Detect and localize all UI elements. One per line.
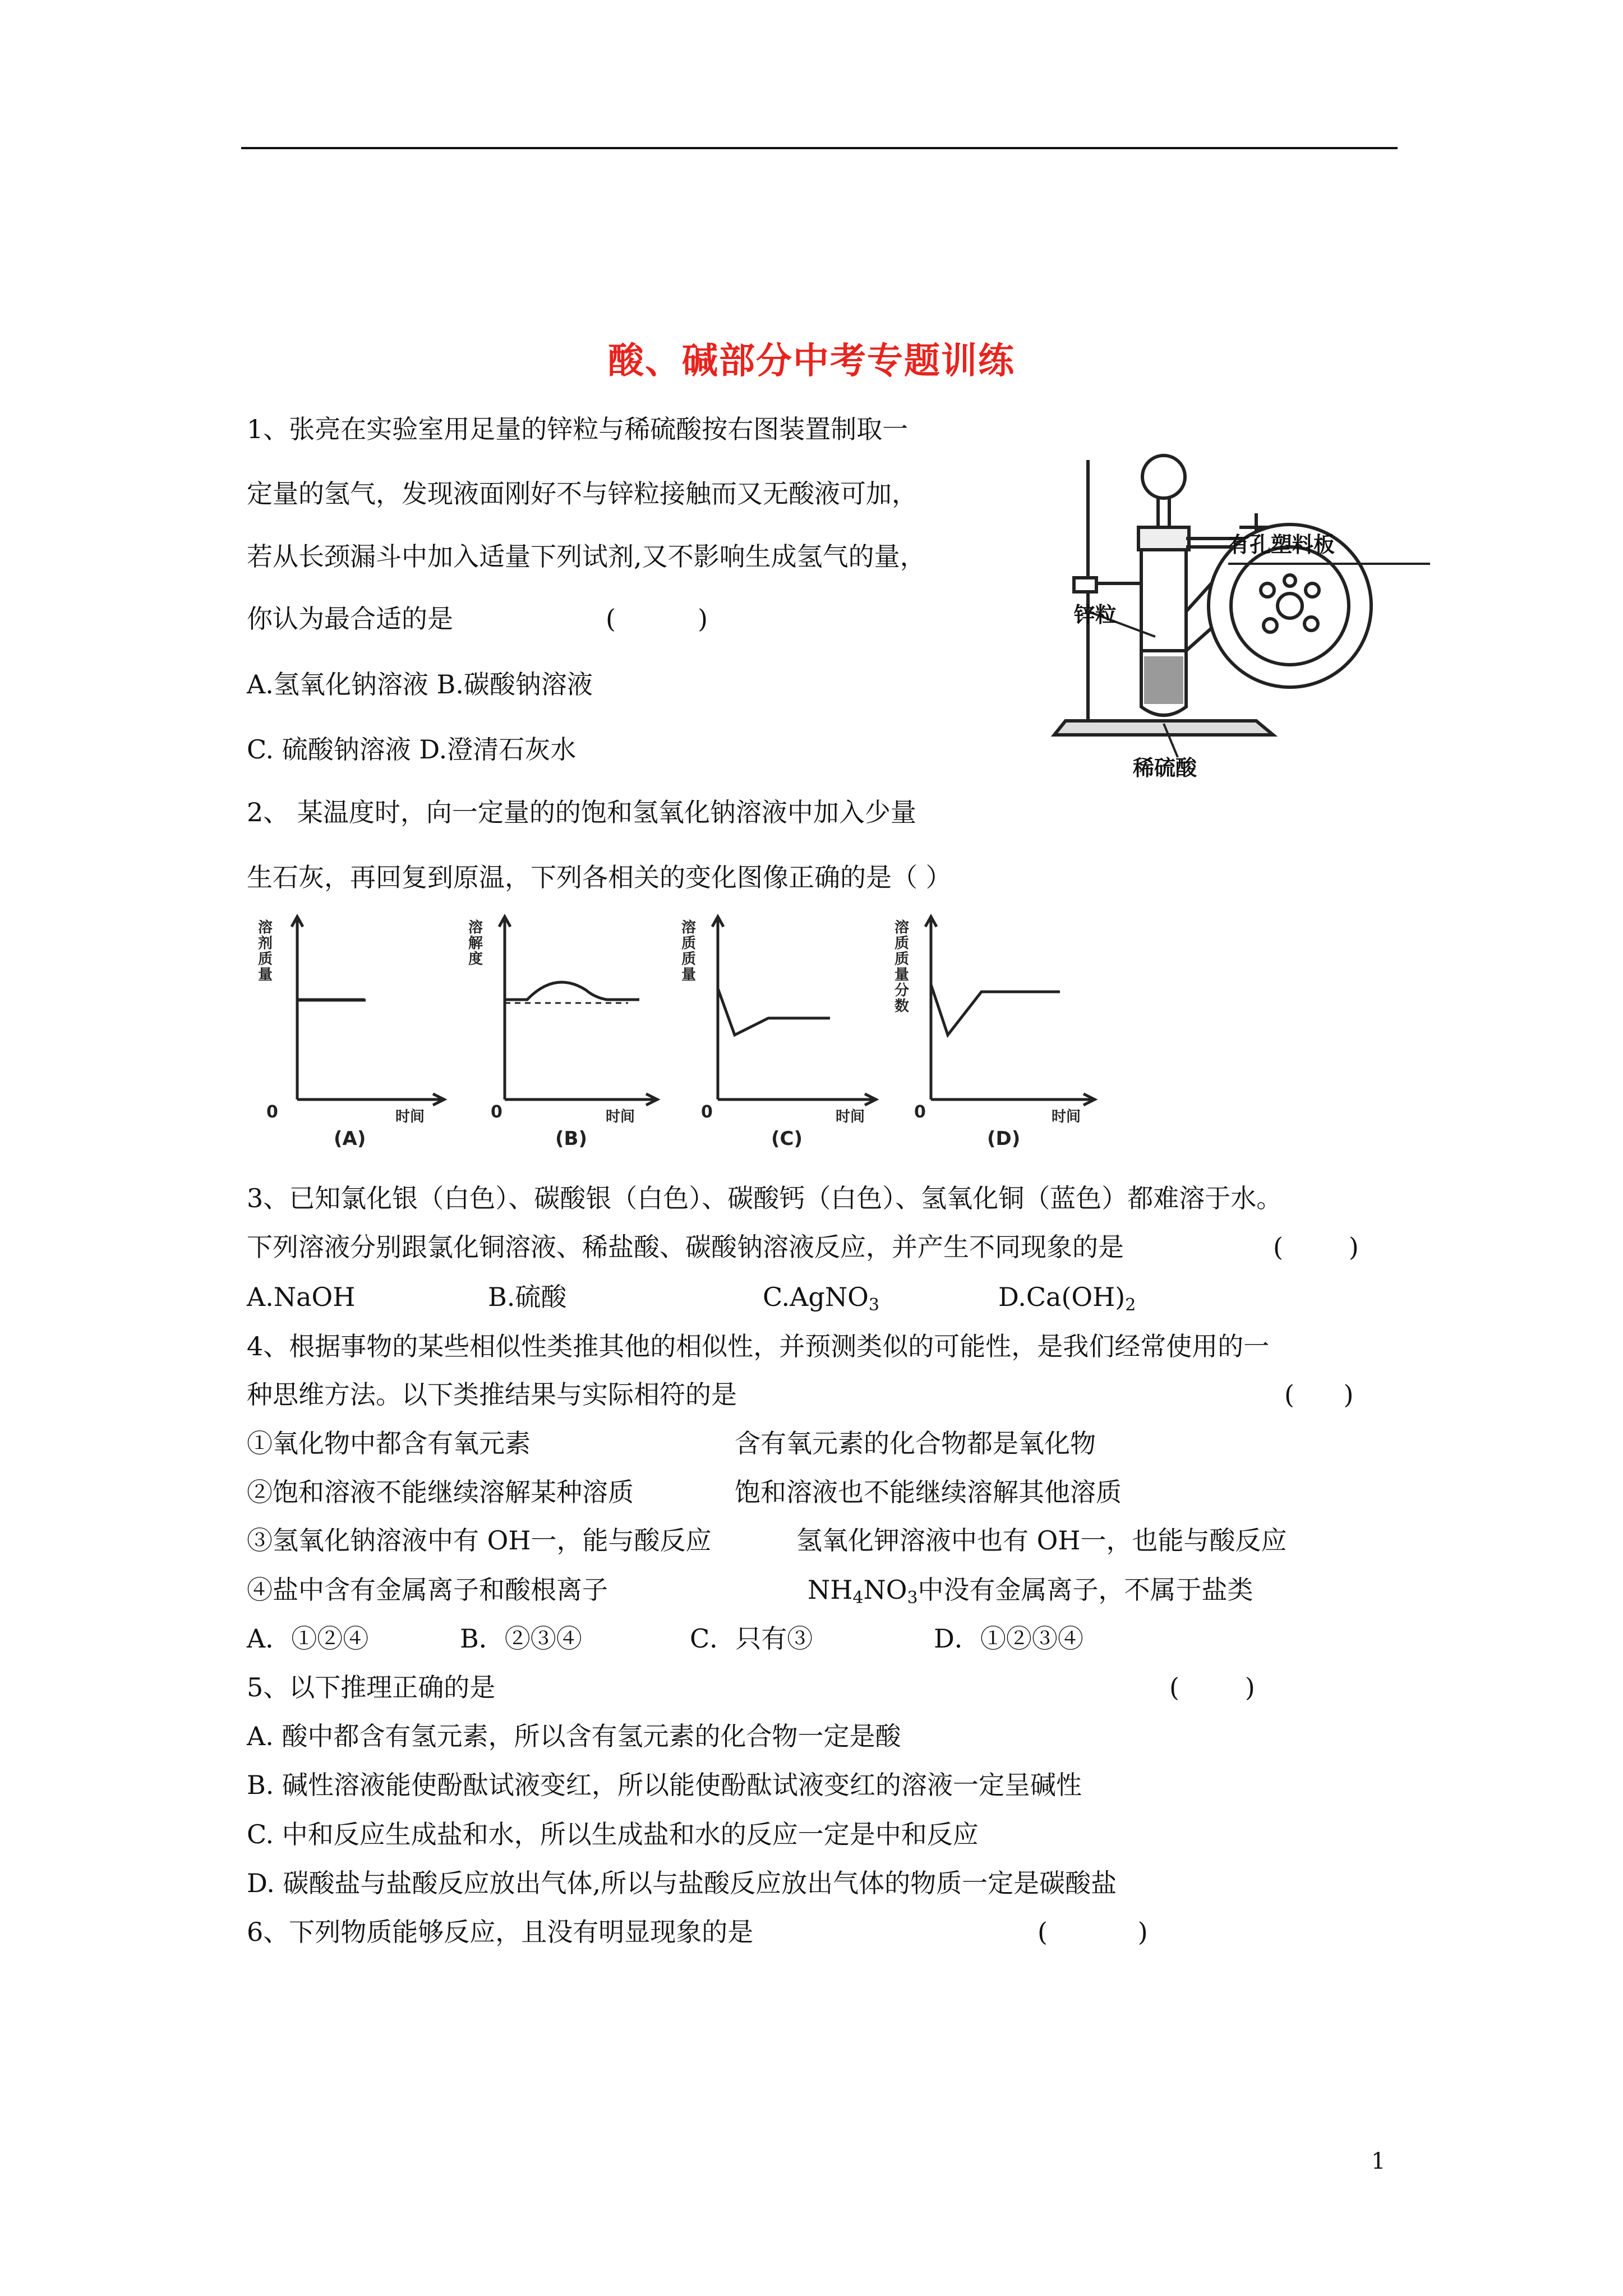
graph-a <box>236 909 460 1150</box>
q3-option-d: $D.Ca(OH)_2$ <box>998 1282 1136 1315</box>
q4-item-3-right: 氢氧化钾溶液中也有 OH一，也能与酸反应 <box>796 1525 1287 1556</box>
q4-item-2-right: 饱和溶液也不能继续溶解其他溶质 <box>735 1477 1122 1507</box>
graph-b-curve <box>505 982 639 1000</box>
q1-line-3: 若从长颈漏斗中加入适量下列试剂,又不影响生成氢气的量， <box>247 541 926 572</box>
q4-item-1-left: ①氧化物中都含有氧元素 <box>247 1428 531 1458</box>
graph-b <box>460 909 684 1150</box>
q1-options-cd: C. 硫酸钠溶液 D.澄清石灰水 <box>247 734 577 765</box>
q4-option-d: D．①②③④ <box>934 1623 1083 1654</box>
header-rule <box>241 147 1398 149</box>
graph-b-caption: (B) <box>555 1128 587 1150</box>
q6-answer-blank: ( ) <box>1038 1917 1148 1947</box>
q4-option-a: A．①②④ <box>247 1623 369 1654</box>
q4-item-4-left: ④盐中含有金属离子和酸根离子 <box>247 1575 608 1605</box>
q3-option-a: A.NaOH <box>247 1282 356 1312</box>
q5-stem: 5、以下推理正确的是 <box>247 1672 496 1703</box>
graph-c-ylabel: 溶质质量 <box>681 919 697 983</box>
q5-option-c: C. 中和反应生成盐和水，所以生成盐和水的反应一定是中和反应 <box>247 1819 979 1849</box>
q1-line-2: 定量的氢气，发现液面刚好不与锌粒接触而又无酸液可加， <box>247 478 917 509</box>
q3-line-2: 下列溶液分别跟氯化铜溶液、稀盐酸、碳酸钠溶液反应，并产生不同现象的是 <box>247 1232 1124 1262</box>
graph-c <box>673 909 897 1150</box>
graph-d <box>886 909 1110 1150</box>
q1-options-ab: A.氢氧化钠溶液 B.碳酸钠溶液 <box>247 669 593 700</box>
graph-a-caption: (A) <box>334 1128 366 1150</box>
graph-d-curve <box>931 984 1060 1035</box>
label-perforated-plate: 有孔塑料板 <box>1228 532 1335 557</box>
q4-option-b: B．②③④ <box>460 1623 582 1654</box>
q3-option-c: C.AgNO$_3$ <box>763 1282 879 1315</box>
q6-stem: 6、下列物质能够反应，且没有明显现象的是 <box>247 1917 754 1947</box>
graph-b-ylabel: 溶解度 <box>468 919 483 968</box>
graph-d-ylabel: 溶质质量分数 <box>895 919 910 1015</box>
graph-d-caption: (D) <box>987 1128 1021 1150</box>
graph-d-xlabel: 时间 <box>1052 1108 1081 1125</box>
q5-answer-blank: ( ) <box>1169 1672 1255 1703</box>
graph-c-xlabel: 时间 <box>836 1108 865 1125</box>
graph-b-zero: 0 <box>491 1102 502 1122</box>
q3-option-b: B.硫酸 <box>488 1282 567 1312</box>
q1-line-4: 你认为最合适的是 <box>247 604 453 634</box>
graph-b-xlabel: 时间 <box>606 1108 635 1125</box>
page-number: 1 <box>1371 2148 1386 2174</box>
q4-item-4-right: $NH_4NO_3$中没有金属离子，不属于盐类 <box>808 1575 1253 1608</box>
q3-answer-blank: ( ) <box>1273 1232 1359 1262</box>
graph-c-caption: (C) <box>771 1128 803 1150</box>
graph-a-ylabel: 溶剂质量 <box>258 919 273 983</box>
q4-item-2-left: ②饱和溶液不能继续溶解某种溶质 <box>247 1477 634 1507</box>
q5-option-b: B. 碱性溶液能使酚酞试液变红，所以能使酚酞试液变红的溶液一定呈碱性 <box>247 1770 1082 1800</box>
q4-line-1: 4、根据事物的某些相似性类推其他的相似性，并预测类似的可能性，是我们经常使用的一 <box>247 1331 1270 1361</box>
graph-a-zero: 0 <box>266 1102 278 1122</box>
q4-option-c: C．只有③ <box>690 1623 813 1654</box>
q1-answer-blank: ( ) <box>606 604 708 634</box>
hydrogen-apparatus-figure <box>1043 443 1436 780</box>
graph-c-curve <box>718 988 830 1035</box>
q5-option-d: D. 碳酸盐与盐酸反应放出气体,所以与盐酸反应放出气体的物质一定是碳酸盐 <box>247 1868 1117 1898</box>
graph-d-zero: 0 <box>914 1102 926 1122</box>
q4-line-2: 种思维方法。以下类推结果与实际相符的是 <box>247 1379 737 1410</box>
q1-line-1: 1、张亮在实验室用足量的锌粒与稀硫酸按右图装置制取一 <box>247 414 909 444</box>
q4-item-1-right: 含有氧元素的化合物都是氧化物 <box>735 1428 1096 1458</box>
page-title: 酸、碱部分中考专题训练 <box>608 341 1015 382</box>
q5-option-a: A. 酸中都含有氢元素，所以含有氢元素的化合物一定是酸 <box>247 1721 901 1751</box>
graph-a-xlabel: 时间 <box>395 1108 425 1125</box>
q2-line-1: 2、 某温度时，向一定量的的饱和氢氧化钠溶液中加入少量 <box>247 797 916 827</box>
label-zinc-granules: 锌粒 <box>1074 602 1117 627</box>
q3-line-1: 3、已知氯化银（白色）、碳酸银（白色）、碳酸钙（白色）、氢氧化铜（蓝色）都难溶于水。 <box>247 1183 1283 1213</box>
label-dilute-sulfuric-acid: 稀硫酸 <box>1133 756 1197 780</box>
q2-line-2: 生石灰，再回复到原温，下列各相关的变化图像正确的是（ ） <box>247 862 952 892</box>
q4-item-3-left: ③氢氧化钠溶液中有 OH一，能与酸反应 <box>247 1525 712 1556</box>
q4-answer-blank: ( ) <box>1284 1379 1354 1410</box>
graph-c-zero: 0 <box>701 1102 713 1122</box>
